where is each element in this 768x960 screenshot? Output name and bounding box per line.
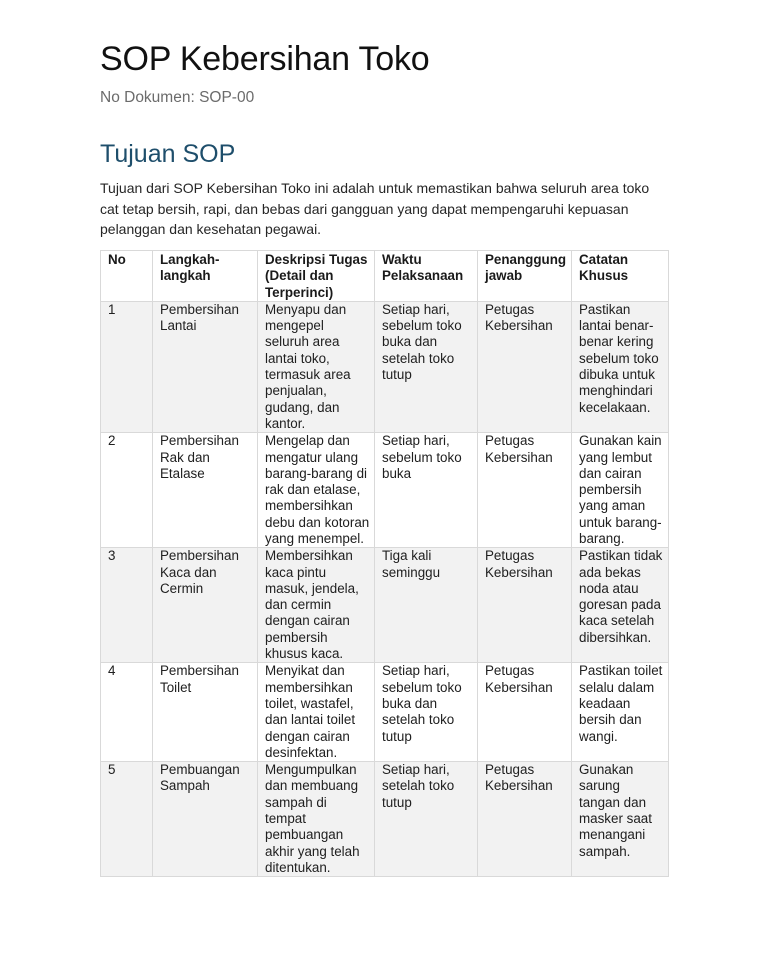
cell-step: Pembersihan Kaca dan Cermin — [153, 548, 258, 663]
cell-no: 1 — [101, 301, 153, 432]
header-notes: Catatan Khusus — [572, 250, 669, 301]
document-page — [100, 40, 668, 877]
cell-person-in-charge: Petugas Kebersihan — [478, 548, 572, 663]
table-row — [101, 548, 669, 663]
cell-step: Pembersihan Toilet — [153, 663, 258, 762]
document-number: No Dokumen: SOP-00 — [100, 89, 255, 107]
cell-step: Pembersihan Lantai — [153, 301, 258, 432]
cell-note: Gunakan sarung tangan dan masker saat menangani sampah. — [572, 762, 669, 877]
table-row — [101, 433, 669, 548]
cell-description: Membersihkan kaca pintu masuk, jendela, dan cermin dengan cairan pembersih khusus kaca. — [258, 548, 375, 663]
header-person-in-charge: Penanggung jawab — [478, 250, 572, 301]
cell-step: Pembuangan Sampah — [153, 762, 258, 877]
table-header-row — [101, 250, 669, 301]
cell-note: Pastikan lantai benar-benar kering sebelum toko dibuka untuk menghindari kecelakaan. — [572, 301, 669, 432]
cell-no: 2 — [101, 433, 153, 548]
section-body-tujuan: Tujuan dari SOP Kebersihan Toko ini adalah untuk memastikan bahwa seluruh area toko cat tetap bersih, rapi, dan bebas dari gangguan yang dapat mempengaruhi kepuasan pelanggan dan kesehatan pegawai. — [100, 180, 650, 238]
cell-person-in-charge: Petugas Kebersihan — [478, 663, 572, 762]
cell-note: Pastikan toilet selalu dalam keadaan bersih dan wangi. — [572, 663, 669, 762]
header-description: Deskripsi Tugas (Detail dan Terperinci) — [258, 250, 375, 301]
cell-time: Setiap hari, sebelum toko buka dan setelah toko tutup — [375, 301, 478, 432]
cell-note: Gunakan kain yang lembut dan cairan pembersih yang aman untuk barang-barang. — [572, 433, 669, 548]
cell-time: Tiga kali seminggu — [375, 548, 478, 663]
sop-table — [100, 250, 669, 877]
cell-person-in-charge: Petugas Kebersihan — [478, 762, 572, 877]
cell-no: 3 — [101, 548, 153, 663]
cell-step: Pembersihan Rak dan Etalase — [153, 433, 258, 548]
table-row — [101, 663, 669, 762]
cell-time: Setiap hari, sebelum toko buka dan setelah toko tutup — [375, 663, 478, 762]
table-row — [101, 301, 669, 432]
cell-description: Mengelap dan mengatur ulang barang-barang di rak dan etalase, membersihkan debu dan kotoran yang menempel. — [258, 433, 375, 548]
cell-no: 4 — [101, 663, 153, 762]
cell-person-in-charge: Petugas Kebersihan — [478, 433, 572, 548]
cell-time: Setiap hari, setelah toko tutup — [375, 762, 478, 877]
section-heading-tujuan: Tujuan SOP — [100, 139, 236, 168]
cell-no: 5 — [101, 762, 153, 877]
header-no: No — [101, 250, 153, 301]
document-title: SOP Kebersihan Toko — [100, 40, 430, 78]
cell-person-in-charge: Petugas Kebersihan — [478, 301, 572, 432]
header-time: Waktu Pelaksanaan — [375, 250, 478, 301]
cell-time: Setiap hari, sebelum toko buka — [375, 433, 478, 548]
cell-note: Pastikan tidak ada bekas noda atau goresan pada kaca setelah dibersihkan. — [572, 548, 669, 663]
header-steps: Langkah-langkah — [153, 250, 258, 301]
cell-description: Mengumpulkan dan membuang sampah di tempat pembuangan akhir yang telah ditentukan. — [258, 762, 375, 877]
cell-description: Menyikat dan membersihkan toilet, wastafel, dan lantai toilet dengan cairan desinfektan. — [258, 663, 375, 762]
cell-description: Menyapu dan mengepel seluruh area lantai toko, termasuk area penjualan, gudang, dan kantor. — [258, 301, 375, 432]
table-row — [101, 762, 669, 877]
